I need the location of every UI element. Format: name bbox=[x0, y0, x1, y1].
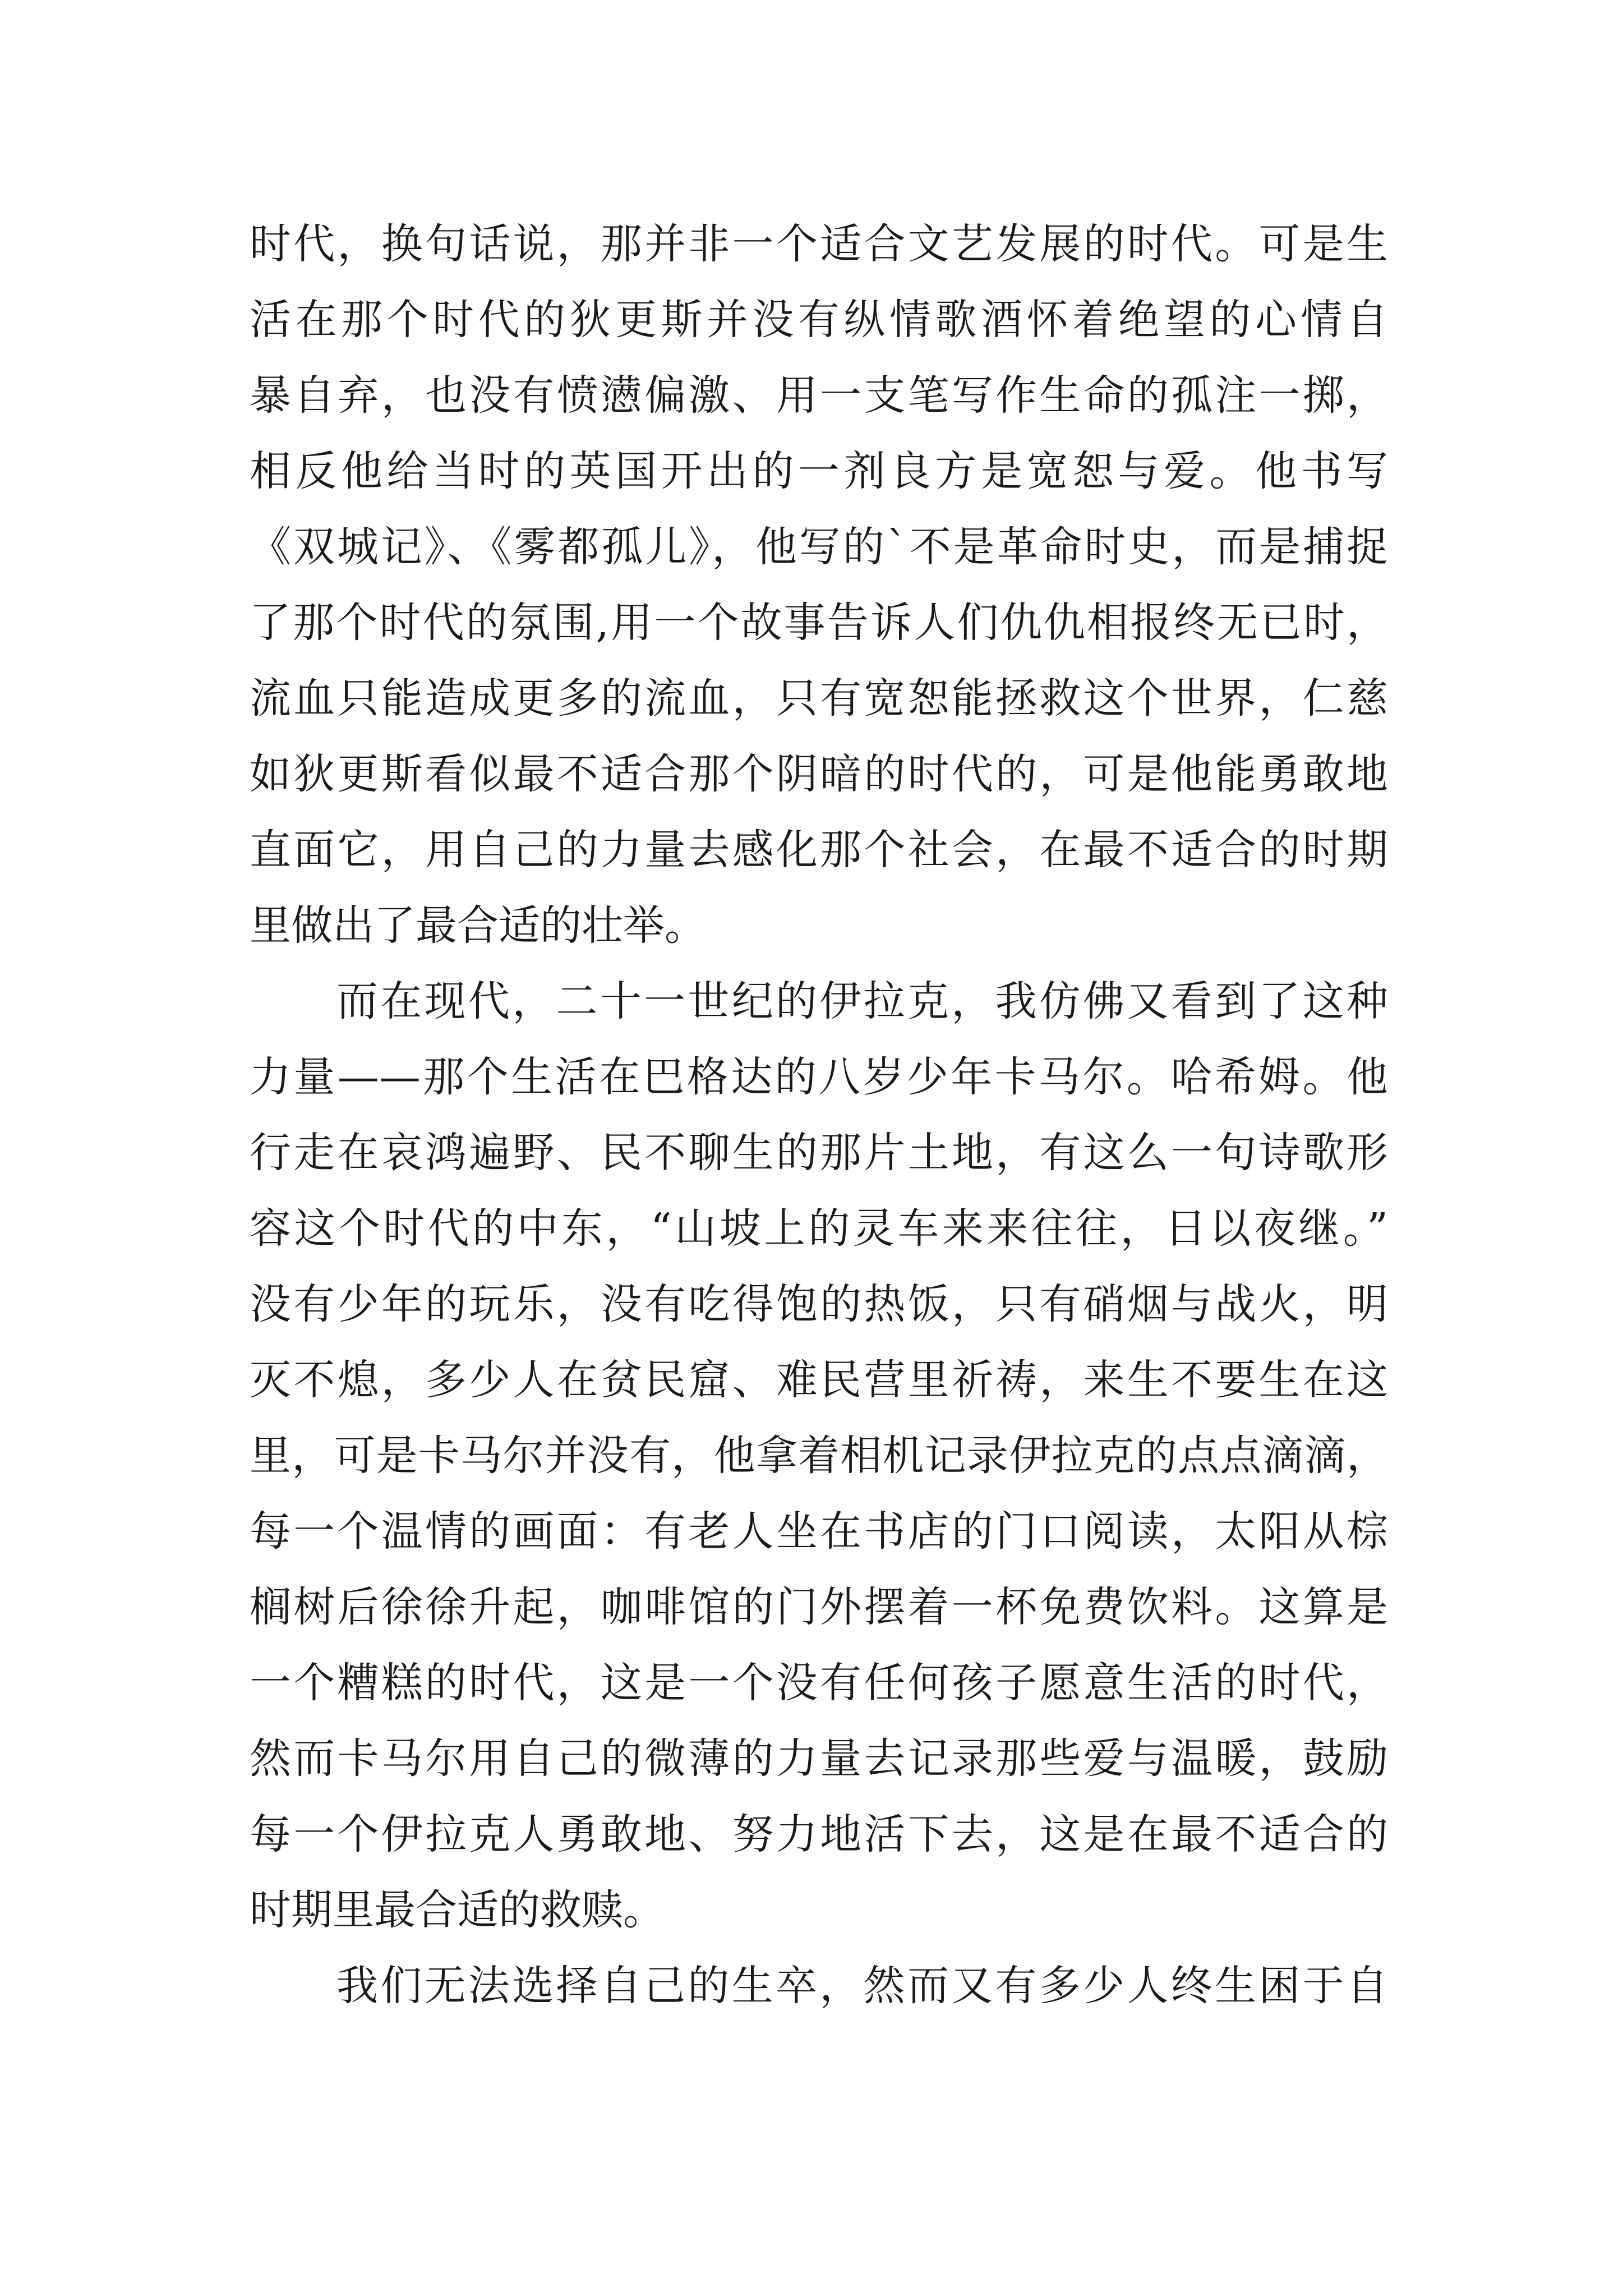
text-line: 力量——那个生活在巴格达的八岁少年卡马尔。哈希姆。他 bbox=[250, 1053, 1388, 1101]
text-line: 每一个伊拉克人勇敢地、努力地活下去，这是在最不适合的 bbox=[250, 1810, 1388, 1858]
text-line: 相反他给当时的英国开出的一剂良方是宽恕与爱。他书写 bbox=[250, 447, 1388, 495]
text-line: 《双城记》、《雾都孤儿》，他写的`不是革命时史，而是捕捉 bbox=[250, 523, 1388, 571]
text-line: 没有少年的玩乐，没有吃得饱的热饭，只有硝烟与战火，明 bbox=[250, 1280, 1388, 1328]
text-line: 里做出了最合适的壮举。 bbox=[250, 901, 706, 950]
text-line: 然而卡马尔用自己的微薄的力量去记录那些爱与温暖，鼓励 bbox=[250, 1734, 1388, 1783]
text-line: 里，可是卡马尔并没有，他拿着相机记录伊拉克的点点滴滴， bbox=[250, 1432, 1388, 1480]
text-line: 了那个时代的氛围,用一个故事告诉人们仇仇相报终无已时， bbox=[250, 599, 1388, 647]
text-line: 行走在哀鸿遍野、民不聊生的那片土地，有这么一句诗歌形 bbox=[250, 1129, 1388, 1177]
text-line: 流血只能造成更多的流血，只有宽恕能拯救这个世界，仁慈 bbox=[250, 674, 1388, 723]
text-line: 一个糟糕的时代，这是一个没有任何孩子愿意生活的时代， bbox=[250, 1659, 1388, 1707]
text-line: 每一个温情的画面：有老人坐在书店的门口阅读，太阳从棕 bbox=[250, 1507, 1388, 1556]
text-line: 暴自弃，也没有愤懑偏激、用一支笔写作生命的孤注一掷， bbox=[250, 371, 1388, 420]
text-line: 容这个时代的中东，“山坡上的灵车来来往往，日以夜继。” bbox=[250, 1204, 1388, 1253]
text-line: 时代，换句话说，那并非一个适合文艺发展的时代。可是生 bbox=[250, 220, 1388, 268]
text-line: 如狄更斯看似最不适合那个阴暗的时代的，可是他能勇敢地 bbox=[250, 750, 1388, 798]
text-line: 活在那个时代的狄更斯并没有纵情歌酒怀着绝望的心情自 bbox=[250, 296, 1388, 344]
text-line: 直面它，用自己的力量去感化那个社会，在最不适合的时期 bbox=[250, 826, 1388, 874]
text-line: 时期里最合适的救赎。 bbox=[250, 1886, 665, 1934]
paragraph-first-line: 而在现代，二十一世纪的伊拉克，我仿佛又看到了这种 bbox=[336, 977, 1388, 1025]
text-line: 榈树后徐徐升起，咖啡馆的门外摆着一杯免费饮料。这算是 bbox=[250, 1583, 1388, 1631]
text-line: 灭不熄，多少人在贫民窟、难民营里祈祷，来生不要生在这 bbox=[250, 1356, 1388, 1404]
paragraph-first-line: 我们无法选择自己的生卒，然而又有多少人终生困于自 bbox=[336, 1962, 1388, 2010]
